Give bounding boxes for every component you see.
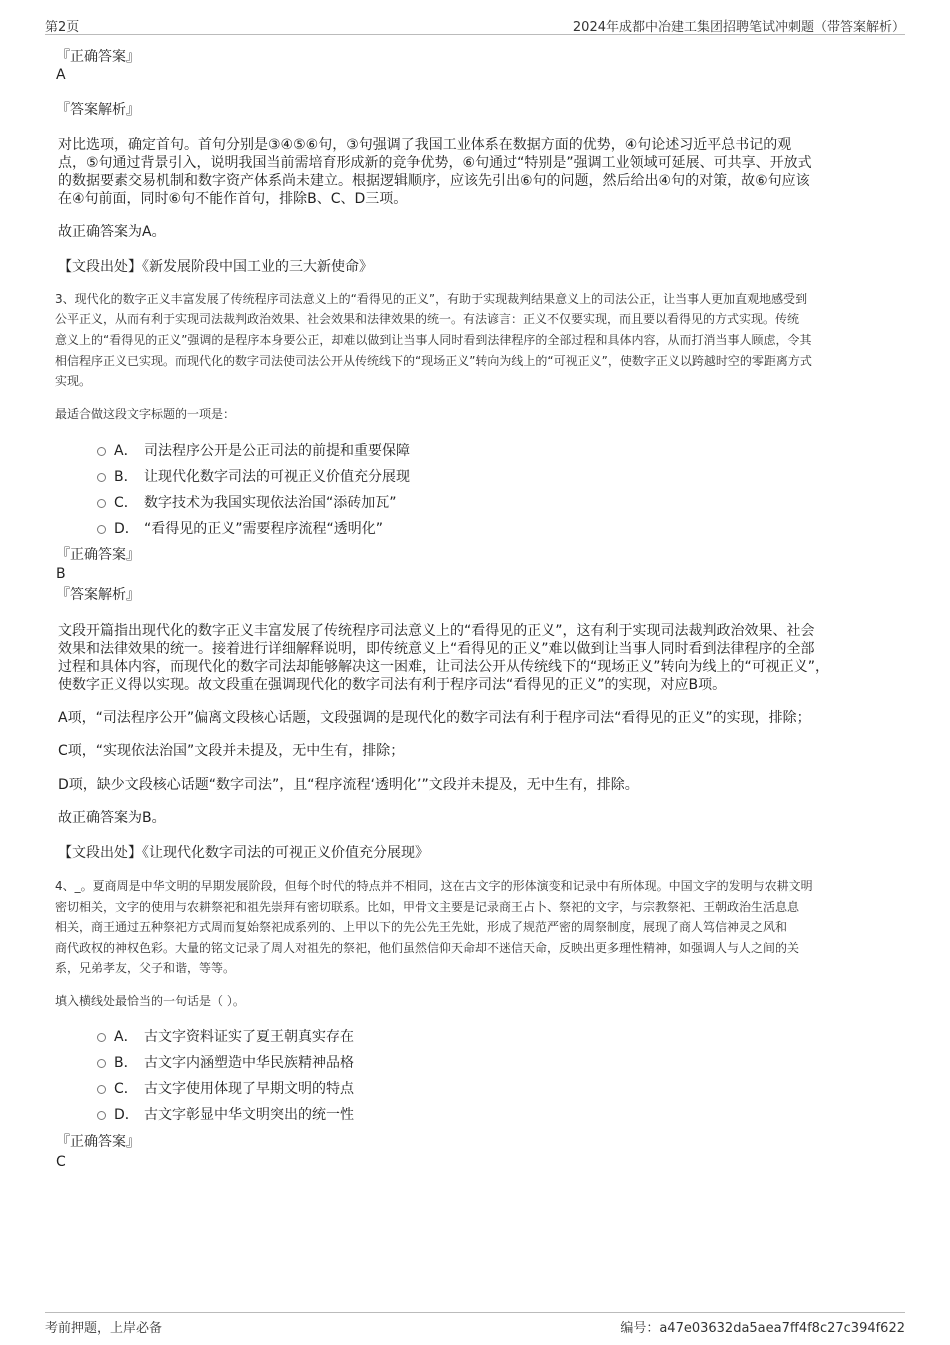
- conclusion: 故正确答案为A。: [58, 224, 166, 240]
- radio-button[interactable]: [97, 1111, 106, 1120]
- analysis-line: 效果和法律效果的统一。接着进行详细解释说明，即传统意义上“看得见的正义”难以做到让当事人同时看到法律程序的全部: [58, 641, 815, 657]
- radio-button[interactable]: [97, 1059, 106, 1068]
- answer-value: B: [56, 566, 66, 582]
- document-code: 编号：a47e03632da5aea7ff4f8c27c394f622: [620, 1321, 905, 1336]
- option-b[interactable]: B． 古文字内涵塑造中华民族精神品格: [97, 1054, 354, 1072]
- question-passage-line: 公平正义，从而有利于实现司法裁判政治效果、社会效果和法律效果的统一。有法谚言：正义不仅要实现，而且要以看得见的方式实现。传统: [55, 312, 800, 326]
- option-a[interactable]: A． 古文字资料证实了夏王朝真实存在: [97, 1028, 354, 1046]
- answer-value: C: [56, 1154, 66, 1170]
- analysis-line: 点，⑤句通过背景引入，说明我国当前需培育形成新的竞争优势，⑥句通过“特别是”强调工业领域可延展、可共享、开放式: [58, 155, 812, 171]
- option-d[interactable]: D． 古文字彰显中华文明突出的统一性: [97, 1106, 354, 1124]
- option-note: D项，缺少文段核心话题“数字司法”，且“程序流程‘透明化’”文段并未提及，无中生有，排除。: [58, 777, 639, 793]
- analysis-line: 对比选项，确定首句。首句分别是③④⑤⑥句，③句强调了我国工业体系在数据方面的优势，④句论述习近平总书记的观: [58, 137, 792, 153]
- page-number: 第2页: [45, 20, 80, 35]
- analysis-line: 在④句前面，同时⑥句不能作首句，排除B、C、D三项。: [58, 191, 408, 207]
- radio-button[interactable]: [97, 525, 106, 534]
- analysis-line: 使数字正义得以实现。故文段重在强调现代化的数字司法有利于程序司法“看得见的正义”的实现，对应B项。: [58, 677, 727, 693]
- question-passage-line: 相信程序正义已实现。而现代化的数字司法使司法公开从传统线下的“现场正义”转向为线上的“可视正义”，使数字正义以跨越时空的零距离方式: [55, 354, 812, 368]
- analysis-line: 过程和具体内容，而现代化的数字司法却能够解决这一困难，让司法公开从传统线下的“现场正义”转向为线上的“可视正义”，: [58, 659, 830, 675]
- question-passage-line: 实现。: [55, 374, 92, 388]
- radio-button[interactable]: [97, 1085, 106, 1094]
- question-passage-line: 意义上的“看得见的正义”强调的是程序本身要公正，却难以做到让当事人同时看到法律程序的全部过程和具体内容，从而打消当事人顾虑，令其: [55, 333, 812, 347]
- analysis-line: 的数据要素交易机制和数字资产体系尚未建立。根据逻辑顺序，应该先引出⑥句的问题，然后给出④句的对策，故⑥句应该: [58, 173, 810, 189]
- source-citation: 【文段出处】《让现代化数字司法的可视正义价值充分展现》: [58, 845, 429, 861]
- answer-label: 『正确答案』: [56, 1134, 140, 1150]
- question-passage-line: 商代政权的神权色彩。大量的铭文记录了周人对祖先的祭祀，他们虽然信仰天命却不迷信天命，反映出更多理性精神，如强调人与人之间的关: [55, 941, 800, 955]
- footer-slogan: 考前押题，上岸必备: [45, 1321, 163, 1336]
- option-b[interactable]: B． 让现代化数字司法的可视正义价值充分展现: [97, 468, 410, 486]
- page-header: [45, 14, 905, 35]
- source-citation: 【文段出处】《新发展阶段中国工业的三大新使命》: [58, 259, 373, 275]
- option-d[interactable]: D． “看得见的正义”需要程序流程“透明化”: [97, 520, 383, 538]
- question-prompt: 填入横线处最恰当的一句话是（ ）。: [55, 994, 245, 1008]
- question-passage-line: 系，兄弟孝友，父子和谐，等等。: [55, 961, 236, 975]
- answer-value: A: [56, 67, 66, 83]
- radio-button[interactable]: [97, 1033, 106, 1042]
- question-passage-line: 4、_。夏商周是中华文明的早期发展阶段，但每个时代的特点并不相同，这在古文字的形体演变和记录中有所体现。中国文字的发明与农耕文明: [55, 879, 813, 893]
- question-prompt: 最适合做这段文字标题的一项是：: [55, 407, 236, 421]
- page-footer: [45, 1312, 905, 1335]
- option-note: A项，“司法程序公开”偏离文段核心话题，文段强调的是现代化的数字司法有利于程序司法“看得见的正义”的实现，排除；: [58, 710, 811, 726]
- option-c[interactable]: C． 数字技术为我国实现依法治国“添砖加瓦”: [97, 494, 397, 512]
- question-passage-line: 密切相关，文字的使用与农耕祭祀和祖先崇拜有密切联系。比如，甲骨文主要是记录商王占卜、祭祀的文字，与宗教祭祀、王朝政治生活息息: [55, 900, 800, 914]
- analysis-label: 『答案解析』: [56, 102, 140, 118]
- question-passage-line: 相关，商王通过五种祭祀方式周而复始祭祀成系列的、上甲以下的先公先王先妣，形成了规范严密的周祭制度，展现了商人笃信神灵之风和: [55, 920, 788, 934]
- option-note: C项，“实现依法治国”文段并未提及，无中生有，排除；: [58, 743, 405, 759]
- option-a[interactable]: A． 司法程序公开是公正司法的前提和重要保障: [97, 442, 410, 460]
- answer-label: 『正确答案』: [56, 49, 140, 65]
- radio-button[interactable]: [97, 447, 106, 456]
- answer-label: 『正确答案』: [56, 547, 140, 563]
- radio-button[interactable]: [97, 473, 106, 482]
- analysis-label: 『答案解析』: [56, 587, 140, 603]
- radio-button[interactable]: [97, 499, 106, 508]
- question-passage-line: 3、现代化的数字正义丰富发展了传统程序司法意义上的“看得见的正义”，有助于实现裁判结果意义上的司法公正，让当事人更加直观地感受到: [55, 292, 808, 306]
- analysis-line: 文段开篇指出现代化的数字正义丰富发展了传统程序司法意义上的“看得见的正义”，这有利于实现司法裁判政治效果、社会: [58, 623, 815, 639]
- option-c[interactable]: C． 古文字使用体现了早期文明的特点: [97, 1080, 354, 1098]
- document-title: 2024年成都中冶建工集团招聘笔试冲刺题（带答案解析）: [572, 20, 905, 35]
- conclusion: 故正确答案为B。: [58, 810, 166, 826]
